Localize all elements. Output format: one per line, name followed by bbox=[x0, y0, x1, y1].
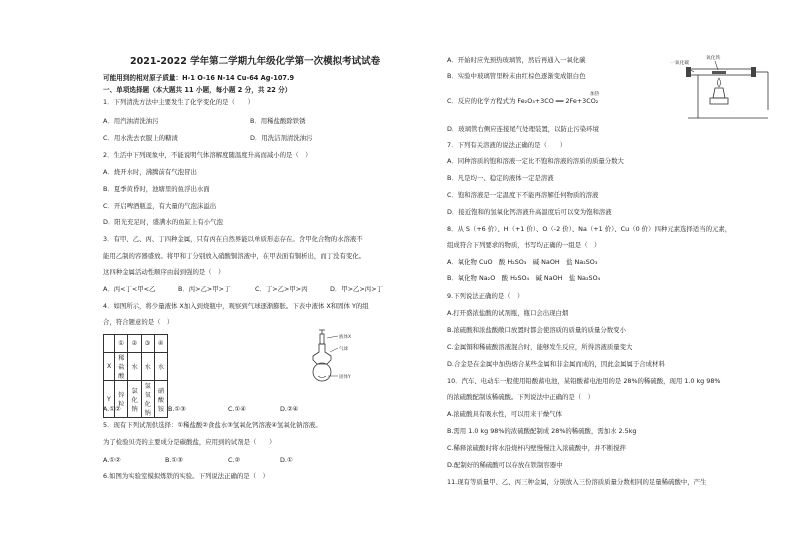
q4-option-b: B.①③ bbox=[168, 405, 186, 413]
q6-option-a: A．开始时应先预热玻璃管，然后再通入一氧化碳 bbox=[447, 56, 586, 64]
q9-option-b: B.浓硫酸和浓盐酸敞口放置时都会使溶质的质量的质量分数变小 bbox=[447, 326, 626, 334]
section-title: 一、单项选择题（本大题共 11 小题，每小题 2 分，共 22 分） bbox=[103, 86, 292, 94]
q1-option-d: D．用洗洁剂清洗油污 bbox=[250, 134, 313, 142]
table-row bbox=[104, 335, 168, 353]
q2-option-a: A．烧开水时，沸腾前有气泡冒出 bbox=[103, 168, 197, 176]
q10-option-d: D.配制好的稀硫酸可以存放在铁制容器中 bbox=[447, 461, 563, 469]
q4-option-d: D.②④ bbox=[280, 405, 299, 413]
q6c-condition: 加热 bbox=[590, 92, 600, 97]
question-2: 2．生活中下列现象中，不能说明气体溶解度随温度升高而减小的是（ ） bbox=[103, 151, 312, 159]
q1-option-b: B．用稀盐酸除铁锈 bbox=[250, 117, 306, 125]
table-cell bbox=[104, 335, 115, 353]
table-cell: ④ bbox=[154, 335, 167, 353]
table-cell: X bbox=[104, 353, 115, 381]
question-8: 8．从 S（+6 价）、H（+1 价）、O（-2 价）、Na（+1 价）、Cu（0 价）四种元素选择适当的元素， bbox=[447, 225, 732, 233]
fig6-powder-label: 氧化铁 bbox=[706, 56, 721, 61]
q5-option-b: B.①③ bbox=[165, 456, 183, 464]
q8-option-b: B．氧化物 Na₂O 酸 H₂SO₄ 碱 NaOH 盐 Na₂SO₄ bbox=[447, 274, 601, 282]
question-1: 1．下列清洗方法中主要发生了化学变化的是（ ） bbox=[103, 98, 255, 106]
table-cell: 水 bbox=[141, 353, 154, 381]
q2-option-b: B．夏季黄昏时，池塘里的鱼浮出水面 bbox=[103, 185, 210, 193]
fig4-label-y: 固体Y bbox=[339, 375, 351, 380]
flask-balloon-figure bbox=[300, 326, 370, 384]
table-cell: ① bbox=[115, 335, 128, 353]
fig4-label-balloon: 气球 bbox=[339, 347, 348, 352]
question-10-line2: 的浓硫酸配制该稀硫酸。下列说法中正确的是（ ） bbox=[447, 393, 594, 401]
q10-option-b: B.需用 1.0 kg 98%的浓硫酸配制成 28%的稀硫酸，需加水 2.5kg bbox=[447, 427, 637, 435]
question-4-line2: 合，符合题意的是（ ） bbox=[103, 318, 174, 326]
exam-title: 2021-2022 学年第二学期九年级化学第一次模拟考试试卷 bbox=[130, 56, 381, 67]
table-cell: 锌粒 bbox=[115, 381, 128, 418]
question-3-line3: 这四种金属活动性顺序由弱到强的是（ ） bbox=[103, 268, 225, 276]
table-cell: 水 bbox=[128, 353, 141, 381]
fig6-co-label: 一氧化碳 bbox=[670, 61, 690, 66]
question-4: 4．如图所示，将少量液体 X加入到烧瓶中，观察到气球逐渐膨胀。下表中液体 X和固体 Y的组 bbox=[103, 302, 369, 310]
table-cell: ③ bbox=[141, 335, 154, 353]
q6-option-b: B．实验中玻璃管里粉末由红棕色逐渐变成银白色 bbox=[447, 72, 586, 80]
question-3-line2: 能用乙制的容器盛放。将甲和丁分别放入硝酸铜溶液中，在甲表面有铜析出，而丁没有变化。 bbox=[103, 252, 366, 260]
q3-option-d: D．甲>乙>丙>丁 bbox=[330, 285, 383, 293]
q5-option-c: C.② bbox=[228, 456, 241, 464]
question-8-line2: 组成符合下列要求的物质，书写均正确的一组是（ ） bbox=[447, 241, 601, 249]
q6-option-d: D．玻璃管右侧应连接尾气处理装置，以防止污染环境 bbox=[447, 125, 599, 133]
q9-option-a: A.打开盛浓盐酸的试剂瓶，瓶口会出现白烟 bbox=[447, 309, 569, 317]
table-cell: 氯化钠 bbox=[128, 381, 141, 418]
q9-option-c: C.金属铜和稀硫酸溶液混合时，能够发生反应，所得溶液质量变大 bbox=[447, 343, 633, 351]
fig4-label-x: 液体X bbox=[339, 335, 352, 340]
table-cell: Y bbox=[104, 381, 115, 418]
q4-option-a: A.①② bbox=[103, 405, 121, 413]
q7-option-a: A．同种溶质的饱和溶液一定比不饱和溶液的溶质的质量分数大 bbox=[447, 157, 624, 165]
q3-option-a: A．丙<丁<甲<乙 bbox=[103, 285, 156, 293]
question-6: 6.如图为实验室模拟炼铁的实验。下列说法正确的是（ ） bbox=[103, 472, 269, 480]
iron-smelting-figure bbox=[668, 50, 776, 125]
question-10: 10．汽车、电动车一般使用铅酸蓄电池，某铅酸蓄电池用的是 28%的稀硫酸，现用 1.0 kg 98% bbox=[447, 377, 721, 385]
question-9: 9.下列说法正确的是（ ） bbox=[447, 292, 524, 300]
table-cell: 稀盐酸 bbox=[115, 353, 128, 381]
q1-option-a: A．用汽油清洗油污 bbox=[103, 117, 159, 125]
q10-option-a: A.浓硫酸具有吸水性，可以用来干燥气体 bbox=[447, 410, 562, 418]
q7-option-b: B．凡是均一、稳定的液体一定是溶液 bbox=[447, 174, 554, 182]
q9-option-d: D.合金是在金属中加热熔合某些金属和非金属而成的，因此金属属于合成材料 bbox=[447, 360, 665, 368]
q4-option-c: C.①④ bbox=[228, 405, 246, 413]
table-cell: 氢氧化钠 bbox=[141, 381, 154, 418]
q7-option-c: C．饱和溶液是一定温度下不能再溶解任何物质的溶液 bbox=[447, 191, 599, 199]
q2-option-d: D．阳光充足时，盛满水的鱼缸上有小气泡 bbox=[103, 218, 223, 226]
q2-option-c: C．开启啤酒瓶盖，有大量的气泡沫溢出 bbox=[103, 202, 217, 210]
q5-option-a: A.①② bbox=[103, 456, 121, 464]
q3-option-c: C．丁>乙>甲>丙 bbox=[255, 285, 308, 293]
question-5: 5．现有下列试剂供选择：①稀盐酸②食盐水③氢氧化钙溶液④氢氧化钠溶液。 bbox=[103, 421, 322, 429]
atomic-mass: 可能用到的相对原子质量：H-1 O-16 N-14 Cu-64 Ag-107.9 bbox=[103, 74, 295, 82]
question-11: 11.现有等质量甲、乙、丙三种金属，分别放入三份溶质质量分数相同的足量稀硫酸中，产生 bbox=[447, 478, 707, 486]
q10-option-c: C.稀释浓硫酸时将水沿烧杯内壁慢慢注入浓硫酸中，并不断搅拌 bbox=[447, 444, 627, 452]
q8-option-a: A．氧化物 CuO 酸 H₂SO₃ 碱 NaOH 盐 Na₂SO₃ bbox=[447, 258, 598, 266]
table-cell: ② bbox=[128, 335, 141, 353]
table-row bbox=[104, 353, 168, 381]
question-3: 3．有甲、乙、丙、丁四种金属，只有丙在自然界能以单质形态存在。含甲化合物的水溶液不 bbox=[103, 235, 363, 243]
question-7: 7．下列有关溶液的说法正确的是（ ） bbox=[447, 141, 567, 149]
q5-option-d: D.① bbox=[280, 456, 293, 464]
q6-option-c: C．反应的化学方程式为 Fe₂O₃+3CO ══ 2Fe+3CO₂ bbox=[447, 97, 599, 105]
q3-option-b: B．丙>乙>甲>丁 bbox=[178, 285, 231, 293]
q7-option-d: D．接近饱和的氢氧化钙溶液升高温度后可以变为饱和溶液 bbox=[447, 208, 612, 216]
table-cell: 硝酸铵 bbox=[154, 381, 167, 418]
table-cell: 水 bbox=[154, 353, 167, 381]
question-5-line2: 为了检验贝壳的主要成分是碳酸盐，应用到的试剂是（ ） bbox=[103, 438, 276, 446]
q1-option-c: C．用水洗去衣服上的糖渍 bbox=[103, 134, 178, 142]
